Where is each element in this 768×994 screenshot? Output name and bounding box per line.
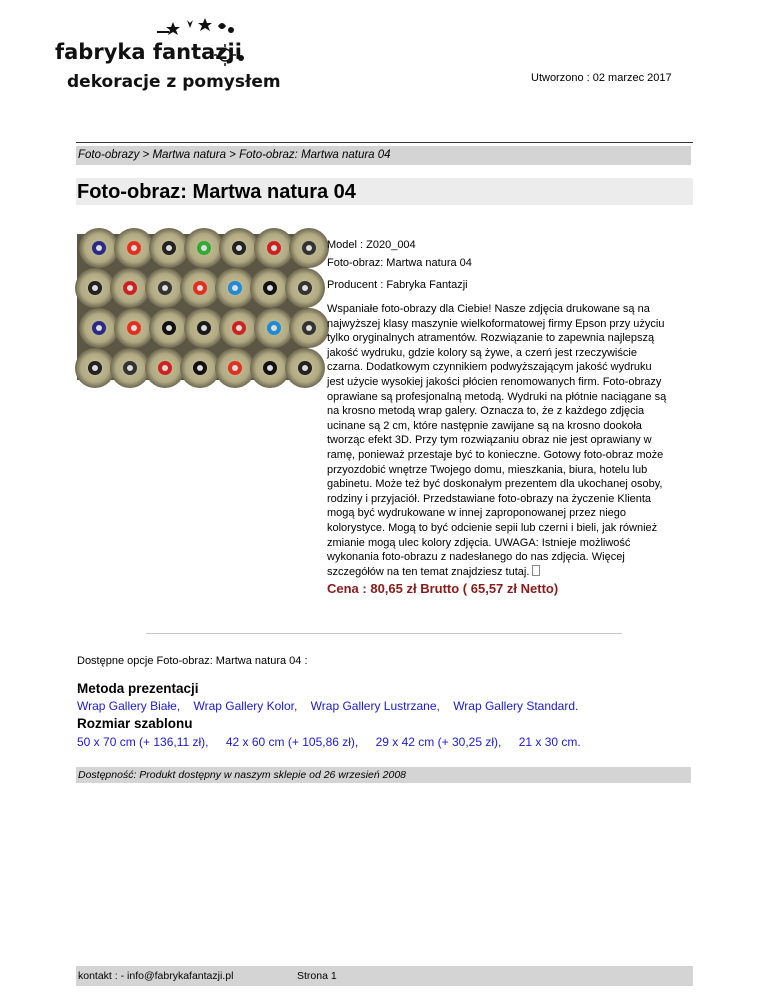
breadcrumb[interactable]: Foto-obrazy > Martwa natura > Foto-obraz: Martwa natura 04	[76, 146, 691, 165]
product-description	[327, 302, 667, 579]
roll-hole	[162, 365, 168, 371]
roll-hole	[201, 245, 207, 251]
metoda-options	[77, 699, 588, 713]
product-image	[77, 234, 308, 380]
metoda-option[interactable]: Wrap Gallery Białe,	[77, 699, 181, 713]
description-text: Wspaniałe foto-obrazy dla Ciebie! Nasze zdjęcia drukowane są na najwyższej klasy maszynie wielkoformatowej firmy Epson przy użyciu tylko oryginalnych atramentów. Rozwiązanie to zapewnia najlepszą jakość wydruku, gdzie kolory są żywe, a czerń jest rzeczywiście czarna. Dodatkowym czynnikiem podwyższającym jakość wydruku jest użycie wysokiej jakości płócien renomowanych firm. Foto-obrazy oprawiane są profesjonalną metodą. Wydruki na płótnie naciągane są na krosno metodą wrap galery. Oznacza to, że z każdego zdjęcia ucinane są 2 cm, które następnie zawijane są na krosno dookoła tworząc efekt 3D. Przy tym rozwiązaniu obraz nie jest oprawiany w ramę, ponieważ przestaje być to konieczne. Gotowy foto-obraz może przyozdobić wnętrze Twojego domu, mieszkania, biura, hotelu lub gabinetu. Może też być doskonałym prezentem dla ukochanej osoby, rodziny i przyjaciół. Przedstawiane foto-obrazy na życzenie Klienta mogą być wydrukowane w innej zaproponowanej przez niego kolorystyce. Mogą to być odcienie sepii lub czerni i bieli, jak również zmianie mogą ulec kolory zdjęcia. UWAGA: Istnieje możliwość wykonania foto-obrazu z nadesłanego do nas zdjęcia. Więcej szczegółów na ten temat znajdziesz tutaj.	[327, 303, 667, 578]
roll-hole	[232, 365, 238, 371]
link-glyph-icon[interactable]	[532, 565, 540, 576]
section-divider	[146, 633, 622, 634]
roll-hole	[302, 285, 308, 291]
rozmiar-heading: Rozmiar szablonu	[77, 716, 193, 731]
roll-hole	[232, 285, 238, 291]
product-info	[327, 238, 667, 597]
roll-hole	[267, 285, 273, 291]
logo-graphic	[55, 12, 281, 98]
options-intro: Dostępne opcje Foto-obraz: Martwa natura 04 :	[77, 655, 308, 667]
top-divider	[76, 142, 693, 143]
brand-logo	[55, 12, 281, 98]
rozmiar-option[interactable]: 50 x 70 cm (+ 136,11 zł),	[77, 735, 209, 749]
roll-hole	[96, 245, 102, 251]
rozmiar-option[interactable]: 21 x 30 cm.	[518, 735, 581, 749]
product-producer: Producent : Fabryka Fantazji	[327, 279, 468, 291]
availability-bar: Dostępność: Produkt dostępny w naszym sklepie od 26 wrzesień 2008	[76, 767, 691, 783]
created-date: Utworzono : 02 marzec 2017	[531, 72, 672, 84]
roll-hole	[236, 245, 242, 251]
roll-hole	[271, 245, 277, 251]
roll-hole	[302, 365, 308, 371]
roll-hole	[306, 245, 312, 251]
logo-line2: dekoracje z pomysłem	[67, 72, 281, 92]
roll-hole	[267, 365, 273, 371]
roll-hole	[197, 285, 203, 291]
roll-hole	[131, 245, 137, 251]
roll-hole	[127, 285, 133, 291]
rozmiar-options	[77, 735, 591, 749]
roll-hole	[127, 365, 133, 371]
roll-hole	[96, 325, 102, 331]
rozmiar-option[interactable]: 29 x 42 cm (+ 30,25 zł),	[375, 735, 502, 749]
logo-line1: fabryka fantazji	[55, 40, 242, 64]
footer-page-number: Strona 1	[297, 970, 337, 982]
metoda-option[interactable]: Wrap Gallery Kolor,	[193, 699, 298, 713]
metoda-option[interactable]: Wrap Gallery Lustrzane,	[310, 699, 440, 713]
roll-hole	[271, 325, 277, 331]
roll-hole	[201, 325, 207, 331]
roll-hole	[162, 285, 168, 291]
roll-hole	[92, 285, 98, 291]
metoda-option[interactable]: Wrap Gallery Standard.	[453, 699, 579, 713]
rozmiar-option[interactable]: 42 x 60 cm (+ 105,86 zł),	[225, 735, 359, 749]
product-photo	[77, 234, 308, 380]
roll-hole	[131, 325, 137, 331]
page-footer	[76, 966, 693, 986]
page-title: Foto-obraz: Martwa natura 04	[77, 181, 356, 203]
product-name: Foto-obraz: Martwa natura 04	[327, 257, 472, 269]
roll-hole	[306, 325, 312, 331]
roll-hole	[236, 325, 242, 331]
roll-hole	[166, 245, 172, 251]
product-model: Model : Z020_004	[327, 239, 416, 251]
roll-hole	[166, 325, 172, 331]
footer-contact[interactable]: kontakt : - info@fabrykafantazji.pl	[78, 970, 234, 982]
roll-hole	[197, 365, 203, 371]
product-price: Cena : 80,65 zł Brutto ( 65,57 zł Netto)	[327, 581, 559, 597]
metoda-heading: Metoda prezentacji	[77, 681, 199, 696]
roll-hole	[92, 365, 98, 371]
